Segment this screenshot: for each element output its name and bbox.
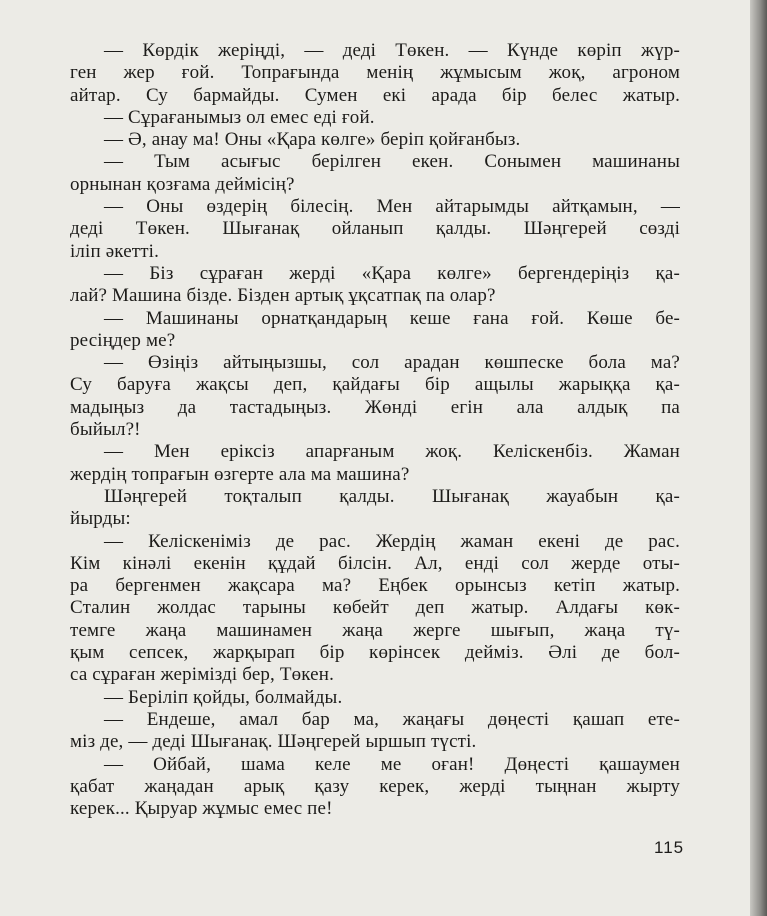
- text-line: лай? Машина бізде. Бізден артық ұқсатпақ па олар?: [70, 285, 496, 307]
- text-line: жердің топрағын өзгерте ала ма машина?: [70, 463, 410, 485]
- text-line: Шәңгерей тоқталып қалды. Шығанақ жауабын қа-: [104, 485, 680, 507]
- text-line: ресіңдер ме?: [70, 329, 176, 351]
- text-line: міз де, — деді Шығанақ. Шәңгерей ыршып түсті.: [70, 731, 477, 753]
- text-line: — Өзіңіз айтыңызшы, сол арадан көшпеске бола ма?: [104, 352, 680, 374]
- text-line: іліп әкетті.: [70, 240, 160, 262]
- text-line: — Машинаны орнатқандарың кеше ғана ғой. Көше бе-: [104, 307, 680, 329]
- text-line: қым сепсек, жарқырап бір көрінсек дейміз. Әлі де бол-: [70, 642, 680, 664]
- text-line: айтар. Су бармайды. Сумен екі арада бір белес жатыр.: [70, 84, 680, 106]
- text-line: са сұраған жерімізді бер, Төкен.: [70, 664, 334, 686]
- text-line: керек... Қыруар жұмыс емес пе!: [70, 798, 333, 820]
- page-number: 115: [654, 838, 685, 857]
- text-line: — Ойбай, шама келе ме оған! Дөңесті қашаумен: [104, 753, 680, 775]
- text-line: Су баруға жақсы деп, қайдағы бір ащылы жарыққа қа-: [70, 374, 680, 396]
- book-spine-shadow: [750, 0, 767, 916]
- text-line: ген жер ғой. Топрағында менің жұмысым жоқ, агроном: [70, 62, 680, 84]
- text-line: ра бергенмен жақсара ма? Еңбек орынсыз кетіп жатыр.: [70, 575, 680, 597]
- text-line: — Оны өздерің білесің. Мен айтарымды айтқамын, —: [104, 196, 680, 218]
- text-line: — Ә, анау ма! Оны «Қара көлге» беріп қойғанбыз.: [104, 129, 521, 151]
- text-line: — Беріліп қойды, болмайды.: [104, 686, 343, 708]
- text-line: орнынан қозғама деймісің?: [70, 173, 295, 195]
- text-line: йырды:: [70, 508, 131, 530]
- text-line: Кім кінәлі екенін құдай білсін. Ал, енді сол жерде оты-: [70, 552, 680, 574]
- text-line: — Мен еріксіз апарғаным жоқ. Келіскенбіз. Жаман: [104, 441, 680, 463]
- text-line: — Көрдік жеріңді, — деді Төкен. — Күнде көріп жүр-: [104, 40, 680, 61]
- text-line: — Ендеше, амал бар ма, жаңағы дөңесті қашап ете-: [104, 708, 680, 730]
- text-line: деді Төкен. Шығанақ ойланып қалды. Шәңгерей сөзді: [70, 218, 680, 240]
- body-text: [70, 40, 680, 820]
- text-line: — Келіскеніміз де рас. Жердің жаман екені де рас.: [104, 530, 680, 552]
- text-line: қабат жаңадан арық қазу керек, жерді тыңнан жырту: [70, 775, 680, 797]
- text-line: темге жаңа машинамен жаңа жерге шығып, жаңа тү-: [70, 619, 680, 641]
- text-line: — Тым асығыс берілген екен. Сонымен машинаны: [104, 151, 680, 173]
- text-line: — Сұрағанымыз ол емес еді ғой.: [104, 106, 375, 128]
- text-line: Сталин жолдас тарыны көбейт деп жатыр. Алдағы көк-: [70, 597, 680, 619]
- text-line: быйыл?!: [70, 419, 141, 441]
- text-line: мадыңыз да тастадыңыз. Жөнді егін ала алдық па: [70, 396, 680, 418]
- text-line: — Біз сұраған жерді «Қара көлге» бергендеріңіз қа-: [104, 262, 680, 284]
